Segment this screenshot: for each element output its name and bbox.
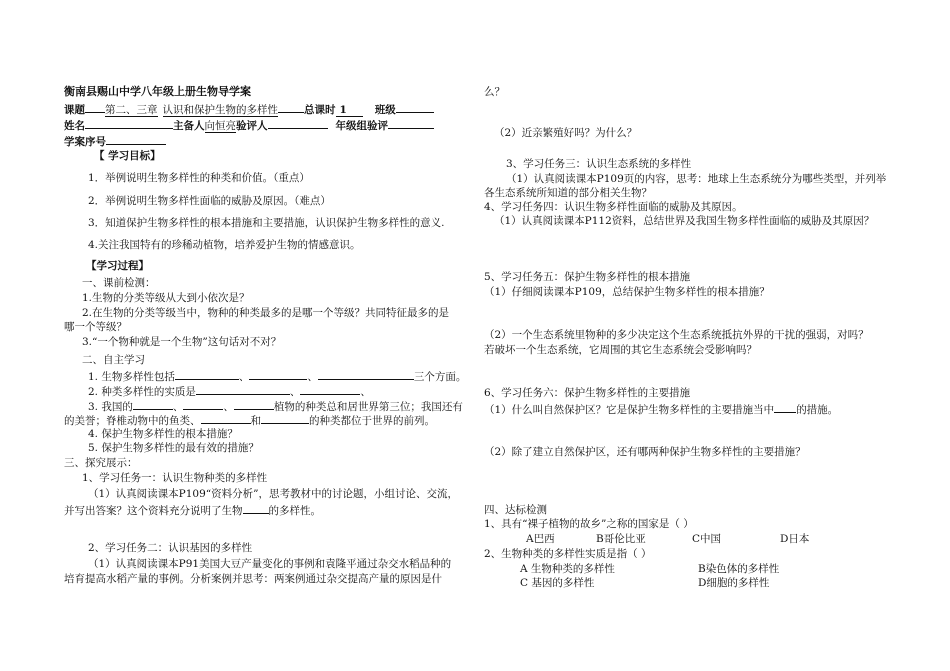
reviewer-label: 验评人 [236,120,268,132]
section-explore-heading: 三、探究展示： [64,457,138,469]
objective-item: 1．举例说明生物多样性的种类和价值。（重点） [88,172,310,184]
task5-q2-cont: 若破坏一个生态系统，它周围的其它生态系统会受影响吗？ [484,344,757,356]
pretest-q3: 3.“一个物种就是一个生物”这句话对不对？ [82,336,282,348]
blank[interactable] [300,383,360,395]
task2-q2: （2）近亲繁殖好吗？为什么？ [494,127,638,139]
self-study-q3: 3. 我国的 、 、 植物的种类总和居世界第三位；我国还有 [88,398,463,414]
blank[interactable] [183,398,223,410]
preparer: 向恒亮 [204,120,236,132]
blank[interactable] [249,368,307,380]
serial-line [64,133,166,149]
blank[interactable] [243,502,269,514]
name-blank[interactable] [85,117,173,129]
option-c[interactable]: C 基因的多样性 [520,577,595,589]
task6-heading: 6、学习任务六：保护生物多样性的主要措施 [484,387,691,399]
self-study-q2: 2. 种类多样性的实质是 、 、 [88,383,371,399]
pretest-q2: 2.在生物的分类等级当中，物种的种类最多的是哪一个等级？共同特征最多的是 [82,307,450,319]
topic-label: 课题 [64,104,85,116]
section-test-heading: 四、达标检测 [484,504,547,516]
serial-blank[interactable] [106,133,166,145]
total-hours-label: 总课时 [304,104,336,116]
blank[interactable] [261,412,309,424]
class-label: 班级 [374,104,396,116]
test-q1: 1、具有“裸子植物的故乡”之称的国家是（ ） [484,518,694,530]
blank[interactable] [318,368,414,380]
blank[interactable] [201,412,251,424]
objective-item: 2．举例说明生物多样性面临的威胁及原因。（难点） [88,195,331,207]
task5-q1: （1）仔细阅读课本P109，总结保护生物多样性的根本措施？ [484,286,770,298]
school-title: 衡南县赐山中学八年级上册生物导学案 [64,85,251,98]
section-self-study-heading: 二、自主学习 [82,354,145,366]
self-study-q4: 4. 保护生物多样性的根本措施？ [88,428,238,440]
task4-heading: 4、学习任务四：认识生物多样性面临的威胁及其原因。 [484,201,743,213]
task2-line2: 培育提高水稻产量的事例。分析案例并思考：两案例通过杂交提高产量的原因是什 [64,573,442,585]
grade-reviewer-label: 年级组验评 [335,120,388,132]
self-study-q1: 1. 生物多样性包括 、 、 三个方面。 [88,368,466,384]
objective-item: 4.关注我国特有的珍稀动植物，培养爱护生物的情感意识。 [88,239,361,251]
class-blank[interactable] [396,101,434,113]
option-a[interactable]: A 生物种类的多样性 [520,563,615,575]
task2-heading: 2、学习任务二：认识基因的多样性 [88,542,253,554]
self-study-q3-cont: 的美誉；脊椎动物中的鱼类、 和 的种类都位于世界的前列。 [64,412,435,428]
objective-item: 3．知道保护生物多样性的根本措施和主要措施，认识保护生物多样性的意义. [88,217,445,229]
task4-line1: （1）认真阅读课本P112资料，总结世界及我国生物多样性面临的威胁及其原因？ [494,215,875,227]
task3-line2: 各生态系统所知道的部分相关生物？ [484,187,652,199]
blank[interactable] [175,368,239,380]
blank[interactable] [196,383,290,395]
pretest-q2-cont: 哪一个等级？ [64,321,127,333]
task1-line2: 并写出答案？这个资料充分说明了生物 的多样性。 [64,502,321,518]
option-b[interactable]: B哥伦比亚 [596,533,646,545]
grade-reviewer-blank[interactable] [388,117,434,129]
blank[interactable] [234,398,274,410]
task5-heading: 5、学习任务五：保护生物多样性的根本措施 [484,271,691,283]
name-label: 姓名 [64,120,85,132]
task6-q2: （2）除了建立自然保护区，还有哪两种保护生物多样性的主要措施？ [484,446,806,458]
task1-heading: 1、学习任务一：认识生物种类的多样性 [82,472,268,484]
objectives-heading: 【 学习目标】 [94,150,161,162]
chapter: 第二、三章 [105,104,158,116]
section-pretest-heading: 一、课前检测： [82,277,156,289]
option-b[interactable]: B染色体的多样性 [698,563,780,575]
task5-q2: （2）一个生态系统里物种的多少决定这个生态系统抵抗外界的干扰的强弱，对吗？ [484,329,869,341]
task2-line1: （1）认真阅读课本P91美国大豆产量变化的事例和袁隆平通过杂交水稻品种的 [88,558,452,570]
topic-line [64,101,434,117]
option-c[interactable]: C中国 [692,533,722,545]
option-d[interactable]: D细胞的多样性 [698,577,770,589]
test-q2: 2、生物种类的多样性实质是指（ ） [484,548,652,560]
name-line [64,117,434,133]
task2-cont: 么？ [484,86,505,98]
topic: 认识和保护生物的多样性 [162,104,278,116]
reviewer-blank[interactable] [268,117,328,129]
option-d[interactable]: D日本 [780,533,810,545]
pretest-q1: 1.生物的分类等级从大到小依次是？ [82,292,250,304]
self-study-q5: 5. 保护生物多样性的最有效的措施？ [88,442,259,454]
option-a[interactable]: A巴西 [526,533,555,545]
preparer-label: 主备人 [173,120,205,132]
process-heading: 【学习过程】 [86,260,149,272]
serial-label: 学案序号 [64,136,106,148]
task3-heading: 3、学习任务三：认识生态系统的多样性 [506,158,692,170]
task6-q1: （1）什么叫自然保护区？它是保护生物多样性的主要措施当中 的措施。 [484,401,838,417]
total-hours: 1 [336,104,363,117]
task3-line1: （1）认真阅读课本P109页的内容，思考：地球上生态系统分为哪些类型，并列举 [506,173,887,185]
task1-line1: （1）认真阅读课本P109“资料分析”，思考教材中的讨论题，小组讨论、交流， [88,488,459,500]
blank[interactable] [133,398,173,410]
blank[interactable] [774,401,796,413]
